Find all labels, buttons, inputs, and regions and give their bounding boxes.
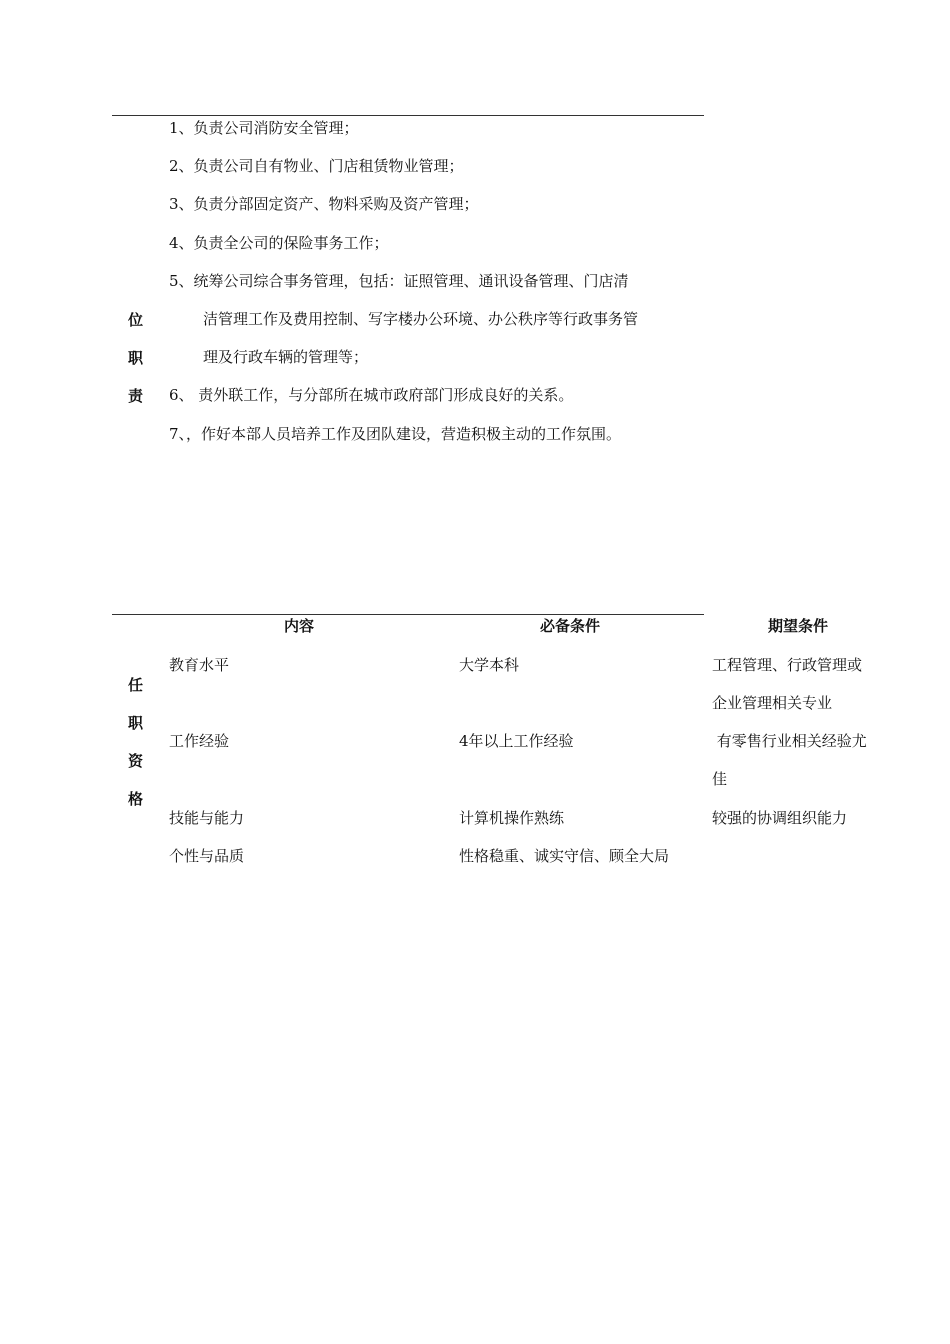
duties-label-char: 职 xyxy=(128,349,144,367)
row-desired-line: 工程管理、行政管理或 xyxy=(712,656,863,674)
row-content: 工作经验 xyxy=(169,732,230,750)
row-required: 性格稳重、诚实守信、顾全大局 xyxy=(459,847,670,865)
row-content: 教育水平 xyxy=(169,656,230,674)
row-content: 个性与品质 xyxy=(169,847,245,865)
row-required: 大学本科 xyxy=(459,656,520,674)
duty-item-3: 3、负责分部固定资产、物料采购及资产管理； xyxy=(169,195,479,213)
qualifications-label-char: 资 xyxy=(128,752,144,770)
duties-label-char: 责 xyxy=(128,387,144,405)
header-content: 内容 xyxy=(284,617,315,635)
duty-item-1: 1、负责公司消防安全管理； xyxy=(169,119,359,137)
row-required: 4年以上工作经验 xyxy=(459,732,574,750)
duty-item-2: 2、负责公司自有物业、门店租赁物业管理； xyxy=(169,157,464,175)
qualifications-label-char: 任 xyxy=(128,676,144,694)
row-desired-line: 企业管理相关专业 xyxy=(712,694,833,712)
duties-top-rule xyxy=(112,115,704,116)
row-content: 技能与能力 xyxy=(169,809,245,827)
header-required: 必备条件 xyxy=(540,617,601,635)
row-desired-line: 佳 xyxy=(712,770,728,788)
qualifications-top-rule xyxy=(112,614,704,615)
header-desired: 期望条件 xyxy=(768,617,829,635)
duties-label-char: 位 xyxy=(128,311,144,329)
duty-item-7: 7、，作好本部人员培养工作及团队建设，营造积极主动的工作氛围。 xyxy=(169,425,622,443)
qualifications-label-char: 格 xyxy=(128,790,144,808)
row-required: 计算机操作熟练 xyxy=(459,809,565,827)
row-desired-line: 有零售行业相关经验尤 xyxy=(712,732,867,750)
qualifications-label-char: 职 xyxy=(128,714,144,732)
duty-item-6: 6、 责外联工作，与分部所在城市政府部门形成良好的关系。 xyxy=(169,386,574,404)
duty-item-5-cont-1: 洁管理工作及费用控制、写字楼办公环境、办公秩序等行政事务管 xyxy=(203,310,639,328)
duty-item-5-cont-2: 理及行政车辆的管理等； xyxy=(203,348,369,366)
duty-item-4: 4、负责全公司的保险事务工作； xyxy=(169,234,389,252)
row-desired-line: 较强的协调组织能力 xyxy=(712,809,848,827)
duty-item-5: 5、统筹公司综合事务管理，包括：证照管理、通讯设备管理、门店清 xyxy=(169,272,629,290)
